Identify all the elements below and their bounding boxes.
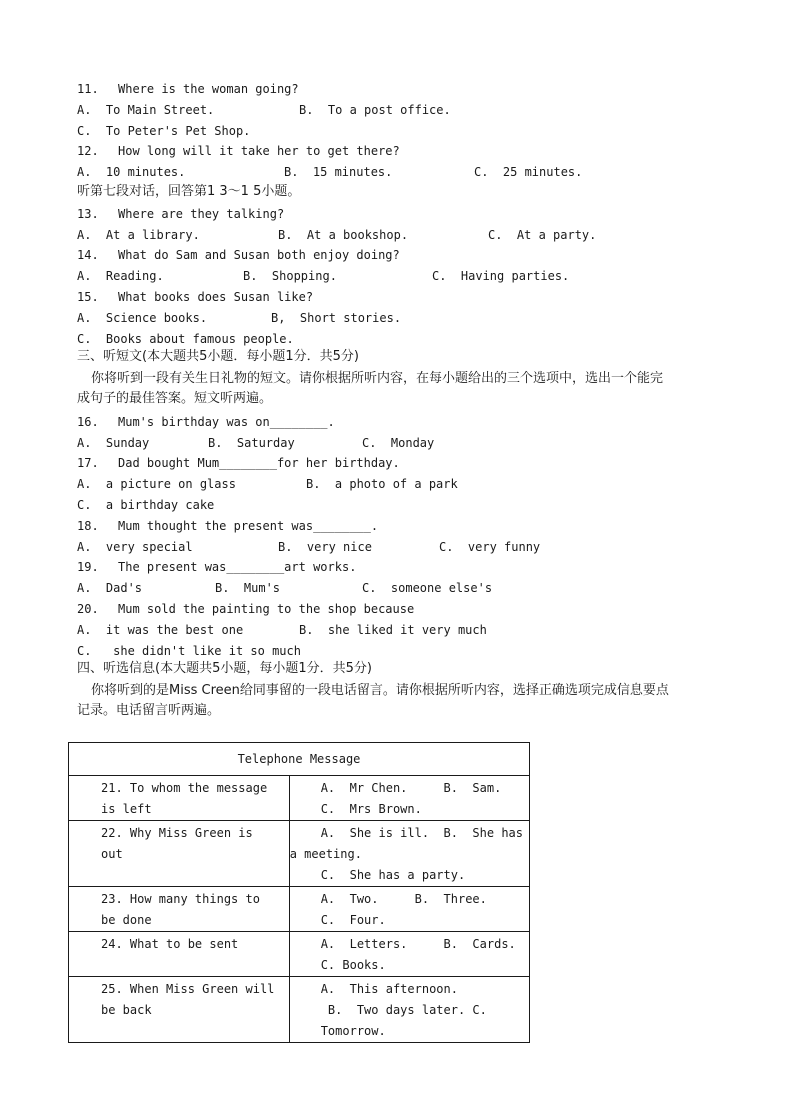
table-options-cell: [289, 932, 529, 977]
option-b: B. Mum's: [215, 581, 281, 595]
table-question-cell: [69, 887, 290, 932]
option-a: A. Dad's: [77, 581, 143, 595]
table-options-cell: [289, 977, 529, 1043]
options-text: C. She has a party.: [320, 868, 466, 882]
question-stem: The present was________art works.: [118, 560, 357, 574]
option-b: B, Short stories.: [271, 311, 402, 325]
question-stem: Mum thought the present was________.: [118, 519, 379, 533]
question-stem: Dad bought Mum________for her birthday.: [118, 456, 400, 470]
table-row: [69, 977, 530, 1043]
options-text: A. Letters. B. Cards.: [320, 937, 516, 951]
option-c: C. Having parties.: [432, 269, 570, 283]
question-stem: What books does Susan like?: [118, 290, 314, 304]
question-text: 23. How many things to: [101, 892, 260, 906]
table-header-row: [69, 743, 530, 776]
option-a: A. At a library.: [77, 228, 200, 242]
option-c: C. she didn't like it so much: [77, 644, 301, 658]
question-number: 19.: [77, 560, 99, 574]
table-row: [69, 821, 530, 887]
question-stem: Where are they talking?: [118, 207, 285, 221]
table-row: [69, 887, 530, 932]
section-3-instruction: 你将听到一段有关生日礼物的短文。请你根据所听内容，在每小题给出的三个选项中，选出一个能完: [91, 371, 664, 386]
options-text: C. Books.: [320, 958, 386, 972]
question-text: 25. When Miss Green will: [101, 982, 275, 996]
option-b: B. Shopping.: [243, 269, 337, 283]
options-text: A. This afternoon.: [320, 982, 458, 996]
question-text: 21. To whom the message: [101, 781, 268, 795]
question-number: 15.: [77, 290, 99, 304]
option-c: C. At a party.: [488, 228, 597, 242]
option-a: A. Reading.: [77, 269, 164, 283]
option-c: C. Monday: [362, 436, 435, 450]
dialog-7-instruction: 听第七段对话，回答第1 3～1 5小题。: [77, 184, 301, 199]
options-text: C. Mrs Brown.: [320, 802, 422, 816]
option-a: A. Science books.: [77, 311, 208, 325]
table-options-cell: [289, 776, 529, 821]
table-question-cell: [69, 776, 290, 821]
options-text: B. Two days later. C.: [320, 1003, 487, 1017]
telephone-message-table: [68, 742, 530, 1043]
question-number: 20.: [77, 602, 99, 616]
option-c: C. a birthday cake: [77, 498, 215, 512]
section-3-instruction: 成句子的最佳答案。短文听两遍。: [77, 391, 273, 406]
option-c: C. 25 minutes.: [474, 165, 583, 179]
question-stem: Mum's birthday was on________.: [118, 415, 335, 429]
question-number: 14.: [77, 248, 99, 262]
question-text: be done: [101, 913, 152, 927]
question-text: is left: [101, 802, 152, 816]
option-b: B. 15 minutes.: [284, 165, 393, 179]
question-text: 22. Why Miss Green is: [101, 826, 253, 840]
option-b: B. To a post office.: [299, 103, 451, 117]
option-c: C. Books about famous people.: [77, 332, 294, 346]
options-text: A. She is ill. B. She has: [320, 826, 523, 840]
option-a: A. To Main Street.: [77, 103, 215, 117]
option-b: B. a photo of a park: [306, 477, 458, 491]
question-stem: How long will it take her to get there?: [118, 144, 400, 158]
question-number: 12.: [77, 144, 99, 158]
options-text: C. Four.: [320, 913, 386, 927]
option-a: A. it was the best one: [77, 623, 244, 637]
question-text: out: [101, 847, 123, 861]
question-number: 11.: [77, 82, 99, 96]
option-c: C. someone else's: [362, 581, 493, 595]
option-b: B. she liked it very much: [299, 623, 487, 637]
section-4-instruction: 记录。电话留言听两遍。: [77, 703, 221, 718]
option-a: A. Sunday: [77, 436, 150, 450]
options-text: Tomorrow.: [320, 1024, 386, 1038]
table-question-cell: [69, 821, 290, 887]
option-b: B. Saturday: [208, 436, 295, 450]
table-options-cell: [289, 821, 529, 887]
option-c: C. To Peter's Pet Shop.: [77, 124, 251, 138]
section-4-heading: 四、听选信息(本大题共5小题，每小题1分．共5分): [77, 661, 372, 676]
section-3-heading: 三、听短文(本大题共5小题．每小题1分．共5分): [77, 349, 359, 364]
question-text: be back: [101, 1003, 152, 1017]
table-title: Telephone Message: [69, 743, 530, 776]
table-question-cell: [69, 932, 290, 977]
table-row: [69, 932, 530, 977]
question-number: 16.: [77, 415, 99, 429]
table-options-cell: [289, 887, 529, 932]
options-text: A. Two. B. Three.: [320, 892, 487, 906]
option-b: B. At a bookshop.: [278, 228, 409, 242]
option-c: C. very funny: [439, 540, 541, 554]
options-text: a meeting.: [289, 847, 362, 861]
table-row: [69, 776, 530, 821]
question-number: 13.: [77, 207, 99, 221]
question-number: 18.: [77, 519, 99, 533]
question-stem: Where is the woman going?: [118, 82, 299, 96]
question-stem: Mum sold the painting to the shop because: [118, 602, 415, 616]
options-text: A. Mr Chen. B. Sam.: [320, 781, 502, 795]
option-a: A. a picture on glass: [77, 477, 236, 491]
section-4-instruction: 你将听到的是Miss Creen给同事留的一段电话留言。请你根据所听内容，选择正确选项完成信息要点: [91, 683, 669, 698]
question-stem: What do Sam and Susan both enjoy doing?: [118, 248, 400, 262]
option-a: A. very special: [77, 540, 193, 554]
option-a: A. 10 minutes.: [77, 165, 186, 179]
question-number: 17.: [77, 456, 99, 470]
table-question-cell: [69, 977, 290, 1043]
option-b: B. very nice: [278, 540, 372, 554]
question-text: 24. What to be sent: [101, 937, 239, 951]
